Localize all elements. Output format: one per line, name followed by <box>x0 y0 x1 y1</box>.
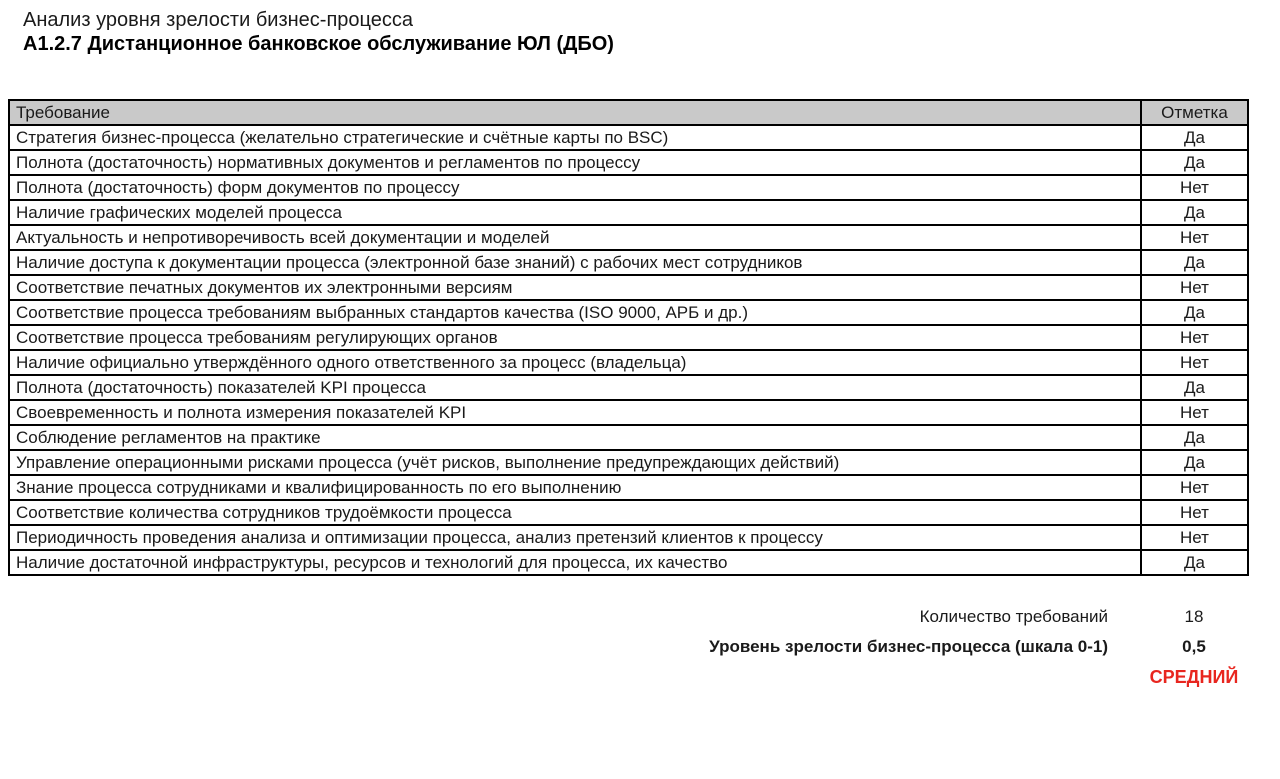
requirement-cell: Актуальность и непротиворечивость всей документации и моделей <box>9 225 1141 250</box>
mark-cell: Нет <box>1141 175 1248 200</box>
table-row <box>9 425 1248 450</box>
table-row <box>9 350 1248 375</box>
table-row <box>9 400 1248 425</box>
table-row <box>9 450 1248 475</box>
requirement-cell: Соблюдение регламентов на практике <box>9 425 1141 450</box>
requirement-cell: Своевременность и полнота измерения показателей KPI <box>9 400 1141 425</box>
requirement-cell: Соответствие печатных документов их электронными версиям <box>9 275 1141 300</box>
requirement-cell: Наличие достаточной инфраструктуры, ресурсов и технологий для процесса, их качество <box>9 550 1141 575</box>
table-row <box>9 525 1248 550</box>
table-row <box>9 225 1248 250</box>
requirement-cell: Наличие доступа к документации процесса (электронной базе знаний) с рабочих мест сотрудников <box>9 250 1141 275</box>
mark-cell: Да <box>1141 300 1248 325</box>
mark-cell: Нет <box>1141 475 1248 500</box>
mark-cell: Да <box>1141 425 1248 450</box>
requirement-cell: Соответствие процесса требованиям регулирующих органов <box>9 325 1141 350</box>
page-title: Анализ уровня зрелости бизнес-процесса <box>23 9 413 31</box>
requirement-cell: Наличие графических моделей процесса <box>9 200 1141 225</box>
requirements-count-label: Количество требований <box>919 607 1108 626</box>
table-row <box>9 250 1248 275</box>
requirements-table <box>8 99 1249 576</box>
requirement-cell: Периодичность проведения анализа и оптимизации процесса, анализ претензий клиентов к процессу <box>9 525 1141 550</box>
mark-cell: Нет <box>1141 350 1248 375</box>
mark-cell: Нет <box>1141 225 1248 250</box>
table-row <box>9 275 1248 300</box>
mark-cell: Да <box>1141 200 1248 225</box>
requirement-cell: Полнота (достаточность) показателей KPI процесса <box>9 375 1141 400</box>
maturity-level-value: 0,5 <box>1182 637 1206 656</box>
summary-count-row <box>0 602 1280 632</box>
requirement-cell: Стратегия бизнес-процесса (желательно стратегические и счётные карты по BSC) <box>9 125 1141 150</box>
summary-level-row <box>0 632 1280 662</box>
mark-cell: Да <box>1141 550 1248 575</box>
table-row <box>9 200 1248 225</box>
header <box>0 0 1280 57</box>
mark-cell: Нет <box>1141 400 1248 425</box>
rating-value: СРЕДНИЙ <box>1149 666 1239 687</box>
mark-cell: Нет <box>1141 325 1248 350</box>
mark-cell: Да <box>1141 375 1248 400</box>
requirements-tbody <box>9 125 1248 575</box>
summary-block <box>0 602 1280 692</box>
requirement-cell: Полнота (достаточность) форм документов по процессу <box>9 175 1141 200</box>
mark-cell: Нет <box>1141 500 1248 525</box>
table-row <box>9 150 1248 175</box>
mark-cell: Да <box>1141 150 1248 175</box>
mark-cell: Нет <box>1141 525 1248 550</box>
requirement-cell: Соответствие процесса требованиям выбранных стандартов качества (ISO 9000, АРБ и др.) <box>9 300 1141 325</box>
table-header-row <box>9 100 1248 125</box>
requirement-cell: Управление операционными рисками процесса (учёт рисков, выполнение предупреждающих действий) <box>9 450 1141 475</box>
column-header-mark: Отметка <box>1141 100 1248 125</box>
requirement-cell: Знание процесса сотрудниками и квалифицированность по его выполнению <box>9 475 1141 500</box>
requirement-cell: Полнота (достаточность) нормативных документов и регламентов по процессу <box>9 150 1141 175</box>
table-row <box>9 550 1248 575</box>
mark-cell: Да <box>1141 450 1248 475</box>
table-row <box>9 325 1248 350</box>
summary-rating-row <box>0 662 1280 692</box>
table-row <box>9 500 1248 525</box>
mark-cell: Да <box>1141 250 1248 275</box>
table-row <box>9 375 1248 400</box>
page-subtitle: А1.2.7 Дистанционное банковское обслуживание ЮЛ (ДБО) <box>23 33 614 55</box>
table-row <box>9 175 1248 200</box>
mark-cell: Да <box>1141 125 1248 150</box>
table-row <box>9 125 1248 150</box>
requirements-count-value: 18 <box>1184 607 1204 626</box>
requirement-cell: Соответствие количества сотрудников трудоёмкости процесса <box>9 500 1141 525</box>
maturity-level-label: Уровень зрелости бизнес-процесса (шкала 0-1) <box>709 637 1108 656</box>
table-row <box>9 300 1248 325</box>
requirement-cell: Наличие официально утверждённого одного ответственного за процесс (владельца) <box>9 350 1141 375</box>
mark-cell: Нет <box>1141 275 1248 300</box>
column-header-requirement: Требование <box>9 100 1141 125</box>
table-row <box>9 475 1248 500</box>
